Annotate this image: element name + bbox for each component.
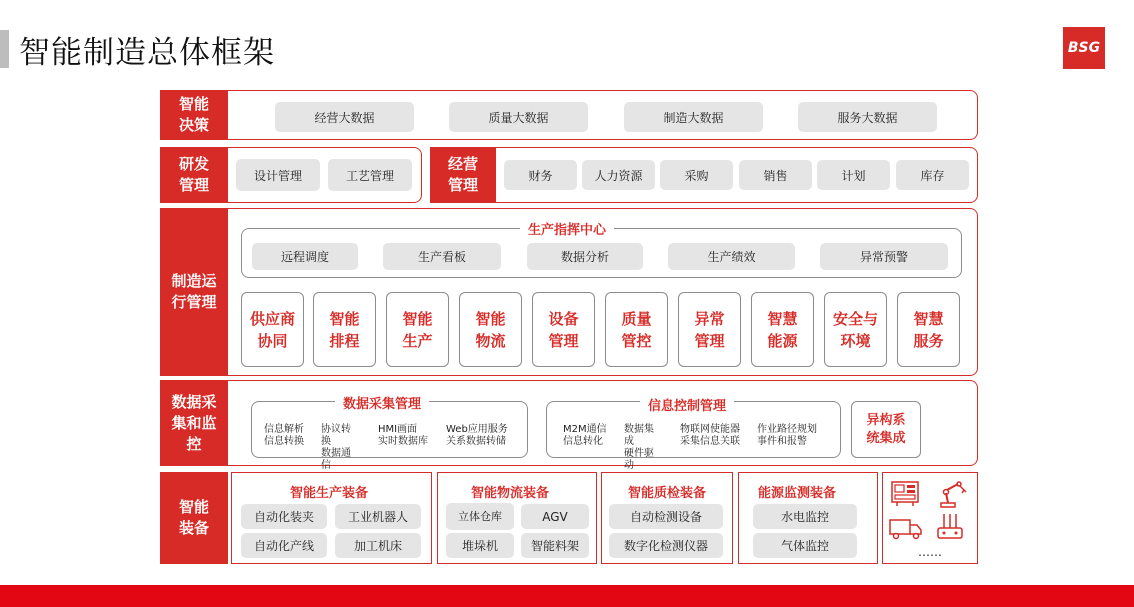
business-item: 人力资源 [582,160,655,190]
command-center-item: 生产看板 [383,243,501,270]
decision-item: 服务大数据 [798,102,937,132]
quality-equipment-title: 智能质检装备 [628,486,707,501]
decision-item: 制造大数据 [624,102,763,132]
row-label-rd: 研发 管理 [160,147,228,203]
row-label-decision: 智能 决策 [160,90,228,140]
collect-col: Web应用服务 关系数据转储 [446,424,508,447]
module-equipment: 设备 管理 [532,292,595,367]
control-col: M2M通信 信息转化 [563,424,607,447]
module-energy: 智慧 能源 [751,292,814,367]
module-supplier: 供应商 协同 [241,292,304,367]
module-service: 智慧 服务 [897,292,960,367]
equipment-item: 气体监控 [753,533,857,558]
logistics-equipment-title: 智能物流装备 [471,486,550,501]
equipment-item: AGV [521,504,589,529]
more-ellipsis: …… [918,545,942,559]
row-label-equipment: 智能 装备 [160,472,228,564]
business-item: 采购 [660,160,733,190]
truck-icon [889,518,923,544]
bsg-logo: BSG [1063,27,1105,69]
page-title: 智能制造总体框架 [19,35,275,71]
command-center-item: 远程调度 [252,243,358,270]
control-panel-icon [891,481,919,511]
equipment-item: 水电监控 [753,504,857,529]
command-center-item: 生产绩效 [668,243,795,270]
business-item: 财务 [504,160,577,190]
module-exception: 异常 管理 [678,292,741,367]
module-logistics: 智能 物流 [459,292,522,367]
plc-icon [936,512,964,546]
equipment-item: 加工机床 [335,533,421,558]
equipment-item: 自动化装夹 [241,504,327,529]
control-col: 物联网使能器 采集信息关联 [680,424,740,447]
robot-arm-icon [937,480,967,512]
equipment-item: 智能料架 [521,533,589,558]
module-quality: 质量 管控 [605,292,668,367]
equipment-item: 工业机器人 [335,504,421,529]
collect-title: 数据采集管理 [335,393,429,412]
business-item: 销售 [739,160,812,190]
business-item: 库存 [896,160,969,190]
bottom-bar [0,585,1134,607]
equipment-item: 自动检测设备 [609,504,723,529]
energy-equipment-title: 能源监测装备 [758,486,837,501]
module-production: 智能 生产 [386,292,449,367]
row-label-data-collection: 数据采 集和监 控 [160,380,228,466]
command-center-item: 数据分析 [527,243,643,270]
equipment-item: 立体仓库 [446,503,514,530]
heterogeneous-integration: 异构系 统集成 [851,401,921,458]
rd-item: 设计管理 [236,159,320,191]
module-scheduling: 智能 排程 [313,292,376,367]
equipment-item: 数字化检测仪器 [609,533,723,558]
control-col: 作业路径规划 事件和报警 [757,424,817,447]
production-equipment-title: 智能生产装备 [290,486,369,501]
decision-item: 经营大数据 [275,102,414,132]
collect-col: 信息解析 信息转换 [264,424,304,447]
command-center-title: 生产指挥中心 [520,219,614,238]
rd-item: 工艺管理 [328,159,412,191]
command-center-item: 异常预警 [820,243,948,270]
control-title: 信息控制管理 [640,395,734,414]
row-label-operations: 制造运 行管理 [160,208,228,376]
module-safety: 安全与 环境 [824,292,887,367]
business-item: 计划 [817,160,890,190]
row-label-business: 经营 管理 [430,147,496,203]
equipment-item: 堆垛机 [446,533,514,558]
title-accent-bar [0,30,9,68]
decision-item: 质量大数据 [449,102,588,132]
control-col: 数据集 成 硬件驱 动 [624,424,654,471]
equipment-item: 自动化产线 [241,533,327,558]
collect-col: HMI画面 实时数据库 [378,424,428,447]
collect-col: 协议转 换 数据通 信 [321,424,351,471]
